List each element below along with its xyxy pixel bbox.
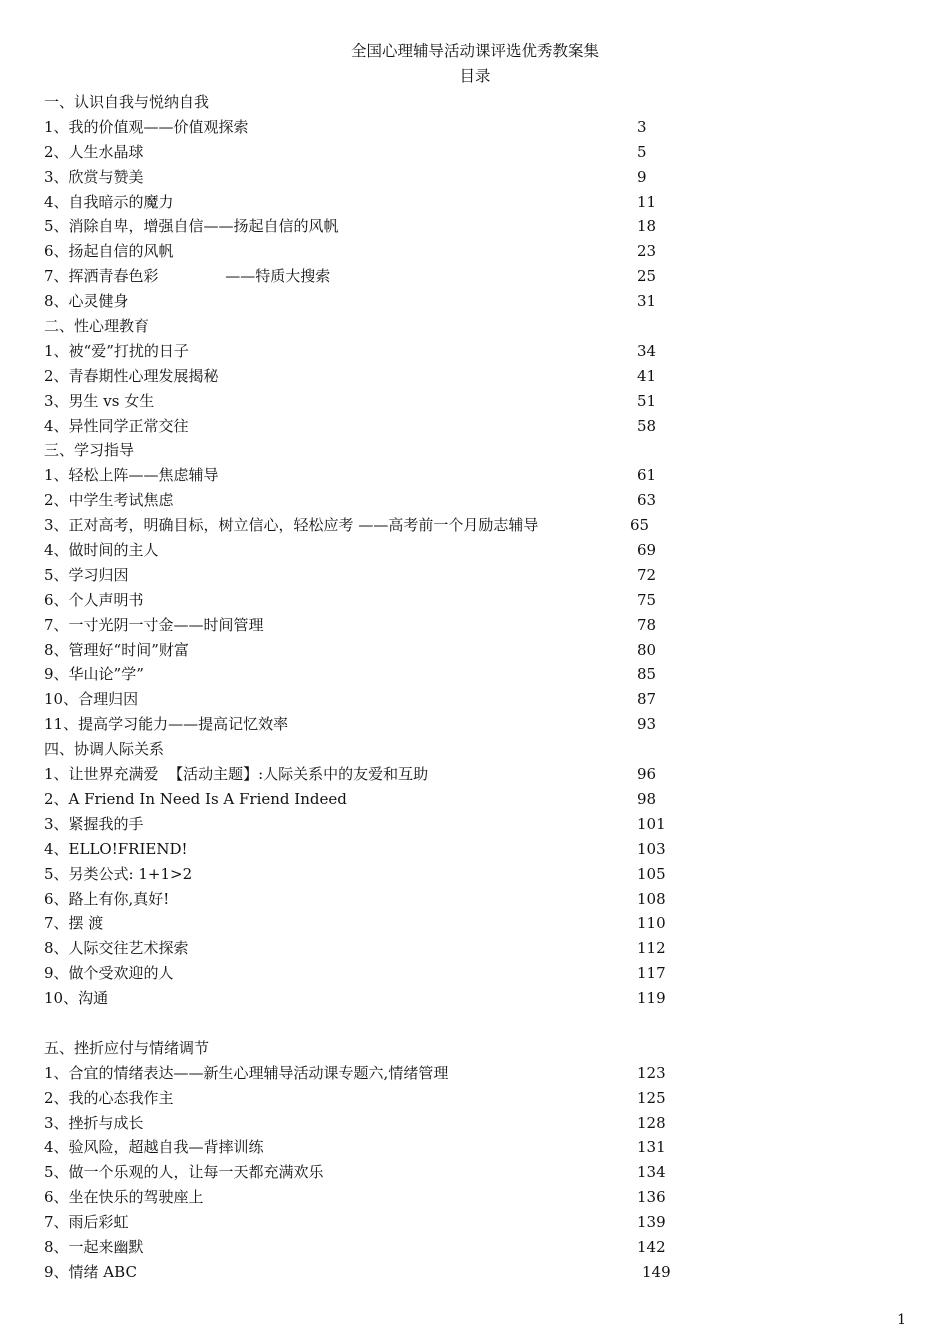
toc-entry[interactable]: [44, 787, 684, 812]
toc-entry-page: 80: [637, 640, 657, 659]
section-heading: [44, 438, 684, 463]
toc-entry-title: 8、心灵健身: [44, 292, 129, 311]
toc-entry-title: 4、自我暗示的魔力: [44, 192, 174, 211]
toc-entry-title: 3、欣赏与赞美: [44, 167, 144, 186]
toc-entry-title: 7、挥洒青春色彩 ——特质大搜索: [44, 267, 331, 286]
toc-entry-page: 87: [637, 690, 657, 709]
toc-entry-page: 34: [637, 341, 657, 360]
toc-entry[interactable]: [44, 140, 684, 165]
toc-entry[interactable]: [44, 463, 684, 488]
toc-entry[interactable]: [44, 339, 684, 364]
toc-entry[interactable]: [44, 638, 684, 663]
toc-entry-page: 23: [637, 242, 657, 261]
toc-entry-page: 61: [637, 466, 657, 485]
toc-entry-title: 5、学习归因: [44, 565, 129, 584]
toc-entry-page: 63: [637, 491, 657, 510]
toc-entry-page: 65: [630, 516, 650, 535]
toc-entry-page: 103: [637, 839, 666, 858]
toc-entry-page: 134: [637, 1163, 666, 1182]
toc-entry-page: 41: [637, 366, 657, 385]
toc-entry-title: 11、提高学习能力——提高记忆效率: [44, 715, 289, 734]
toc-entry[interactable]: [44, 239, 684, 264]
toc-entry-page: 75: [637, 590, 657, 609]
page-number: 1: [897, 1312, 906, 1328]
toc-entry-page: 58: [637, 416, 657, 435]
toc-entry-page: 142: [637, 1237, 666, 1256]
toc-entry-title: 8、一起来幽默: [44, 1237, 144, 1256]
toc-entry-page: 139: [637, 1213, 666, 1232]
toc-entry[interactable]: [44, 837, 684, 862]
toc-entry[interactable]: [44, 762, 684, 787]
toc-entry-title: 9、情绪 ABC: [44, 1262, 137, 1281]
toc-entry[interactable]: [44, 538, 684, 563]
toc-entry-page: 9: [637, 167, 647, 186]
toc-entry[interactable]: [44, 115, 684, 140]
toc-entry-page: 117: [637, 964, 666, 983]
toc-entry-page: 108: [637, 889, 666, 908]
toc-entry[interactable]: [44, 389, 684, 414]
toc-entry[interactable]: [44, 613, 684, 638]
toc-entry-title: 1、让世界充满爱 【活动主题】:人际关系中的友爱和互助: [44, 765, 429, 784]
section-heading-label: 二、性心理教育: [44, 317, 150, 336]
toc-entry-page: 85: [637, 665, 657, 684]
toc-entry[interactable]: [44, 1210, 684, 1235]
toc-entry[interactable]: [44, 488, 684, 513]
toc-entry-page: 125: [637, 1088, 666, 1107]
toc-entry-page: 69: [637, 541, 657, 560]
toc-entry-title: 1、我的价值观——价值观探索: [44, 117, 249, 136]
toc-entry[interactable]: [44, 862, 684, 887]
toc-entry[interactable]: [44, 1111, 684, 1136]
toc-entry-title: 6、路上有你,真好!: [44, 889, 170, 908]
toc-entry-title: 2、中学生考试焦虑: [44, 491, 174, 510]
toc-entry-page: 128: [637, 1113, 666, 1132]
toc-entry-page: 51: [637, 391, 657, 410]
toc-entry[interactable]: [44, 812, 684, 837]
toc-entry-title: 3、男生 vs 女生: [44, 391, 155, 410]
toc-entry-page: 105: [637, 864, 666, 883]
toc-entry[interactable]: [44, 264, 684, 289]
toc-entry-title: 7、摆 渡: [44, 914, 104, 933]
toc-entry-title: 8、人际交往艺术探索: [44, 939, 189, 958]
toc-entry-title: 6、扬起自信的风帆: [44, 242, 174, 261]
toc-entry-title: 1、合宜的情绪表达——新生心理辅导活动课专题六,情绪管理: [44, 1063, 449, 1082]
toc-entry-page: 72: [637, 565, 657, 584]
toc-entry[interactable]: [44, 190, 684, 215]
toc-entry-title: 3、紧握我的手: [44, 814, 144, 833]
toc-entry[interactable]: [44, 1185, 684, 1210]
section-heading-label: 五、挫折应付与情绪调节: [44, 1038, 210, 1057]
toc-entry-title: 2、我的心态我作主: [44, 1088, 174, 1107]
toc-entry-title: 4、验风险，超越自我—背摔训练: [44, 1138, 264, 1157]
toc-entry-page: 119: [637, 989, 666, 1008]
toc-entry-title: 5、消除自卑，增强自信——扬起自信的风帆: [44, 217, 339, 236]
toc-entry-page: 3: [637, 117, 647, 136]
toc-entry-title: 3、挫折与成长: [44, 1113, 144, 1132]
toc-entry-page: 96: [637, 765, 657, 784]
section-heading: [44, 737, 684, 762]
toc-entry-page: 98: [637, 789, 657, 808]
toc-entry-title: 9、做个受欢迎的人: [44, 964, 174, 983]
toc-entry-title: 5、做一个乐观的人，让每一天都充满欢乐: [44, 1163, 324, 1182]
toc-entry[interactable]: [44, 887, 684, 912]
toc-entry[interactable]: [44, 712, 684, 737]
section-heading: [44, 314, 684, 339]
toc-entry-title: 5、另类公式: 1+1>2: [44, 864, 193, 883]
toc-entry[interactable]: [44, 513, 684, 538]
toc-entry-page: 18: [637, 217, 657, 236]
toc-entry[interactable]: [44, 986, 684, 1011]
toc-entry[interactable]: [44, 414, 684, 439]
toc-entry[interactable]: [44, 1160, 684, 1185]
toc-entry-page: 31: [637, 292, 657, 311]
section-heading-label: 一、认识自我与悦纳自我: [44, 93, 210, 111]
toc-entry-page: 112: [637, 939, 666, 958]
section-heading-label: 三、学习指导: [44, 441, 135, 460]
toc-entry[interactable]: [44, 1086, 684, 1111]
section-heading: [44, 90, 684, 115]
toc-entry-page: 123: [637, 1063, 666, 1082]
toc-entry[interactable]: [44, 165, 684, 190]
toc-entry-title: 4、ELLO!FRIEND!: [44, 839, 188, 858]
toc-entry[interactable]: [44, 289, 684, 314]
toc-entry[interactable]: [44, 961, 684, 986]
toc-entry-page: 110: [637, 914, 666, 933]
document-title: 全国心理辅导活动课评选优秀教案集: [350, 42, 599, 60]
toc-entry-page: 78: [637, 615, 657, 634]
toc-heading: 目录: [459, 67, 491, 85]
toc-entry[interactable]: [44, 563, 684, 588]
toc-entry[interactable]: [44, 1135, 684, 1160]
toc-entry-page: 25: [637, 267, 657, 286]
toc-entry-page: 11: [637, 192, 657, 211]
section-heading: [44, 1036, 684, 1061]
toc-entry-title: 8、管理好“时间”财富: [44, 640, 189, 659]
toc-entry-page: 5: [637, 142, 647, 161]
toc-entry-title: 1、被“爱”打扰的日子: [44, 341, 189, 360]
toc-entry-title: 7、一寸光阴一寸金——时间管理: [44, 615, 264, 634]
toc-entry-title: 6、坐在快乐的驾驶座上: [44, 1188, 204, 1207]
section-heading-label: 四、协调人际关系: [44, 740, 165, 759]
toc-entry[interactable]: [44, 662, 684, 687]
toc-entry-title: 9、华山论”学”: [44, 665, 144, 684]
toc-entry[interactable]: [44, 214, 684, 239]
toc-entry[interactable]: [44, 1235, 684, 1260]
toc-entry-title: 10、沟通: [44, 989, 109, 1008]
toc-entry-title: 2、青春期性心理发展揭秘: [44, 366, 219, 385]
toc-entry[interactable]: [44, 364, 684, 389]
toc-entry-page: 136: [637, 1188, 666, 1207]
toc-entry-title: 4、做时间的主人: [44, 541, 159, 560]
toc-entry[interactable]: [44, 687, 684, 712]
toc-entry-title: 7、雨后彩虹: [44, 1213, 129, 1232]
toc-entry-title: 10、合理归因: [44, 690, 139, 709]
toc-entry-title: 2、人生水晶球: [44, 142, 144, 161]
toc-entry[interactable]: [44, 911, 684, 936]
toc-entry[interactable]: [44, 936, 684, 961]
toc-entry-page: 93: [637, 715, 657, 734]
toc-entry-title: 6、个人声明书: [44, 590, 144, 609]
toc-entry-title: 2、A Friend In Need Is A Friend Indeed: [44, 789, 347, 808]
table-of-contents: [44, 90, 684, 1285]
toc-entry[interactable]: [44, 1061, 684, 1086]
toc-entry-page: 131: [637, 1138, 666, 1157]
toc-entry-page: 101: [637, 814, 666, 833]
toc-entry[interactable]: [44, 1260, 684, 1285]
toc-entry[interactable]: [44, 588, 684, 613]
toc-entry-title: 1、轻松上阵——焦虑辅导: [44, 466, 219, 485]
toc-entry-title: 4、异性同学正常交往: [44, 416, 189, 435]
toc-entry-page: 149: [642, 1262, 671, 1281]
toc-entry-title: 3、正对高考，明确目标，树立信心，轻松应考 ——高考前一个月励志辅导: [44, 516, 539, 535]
